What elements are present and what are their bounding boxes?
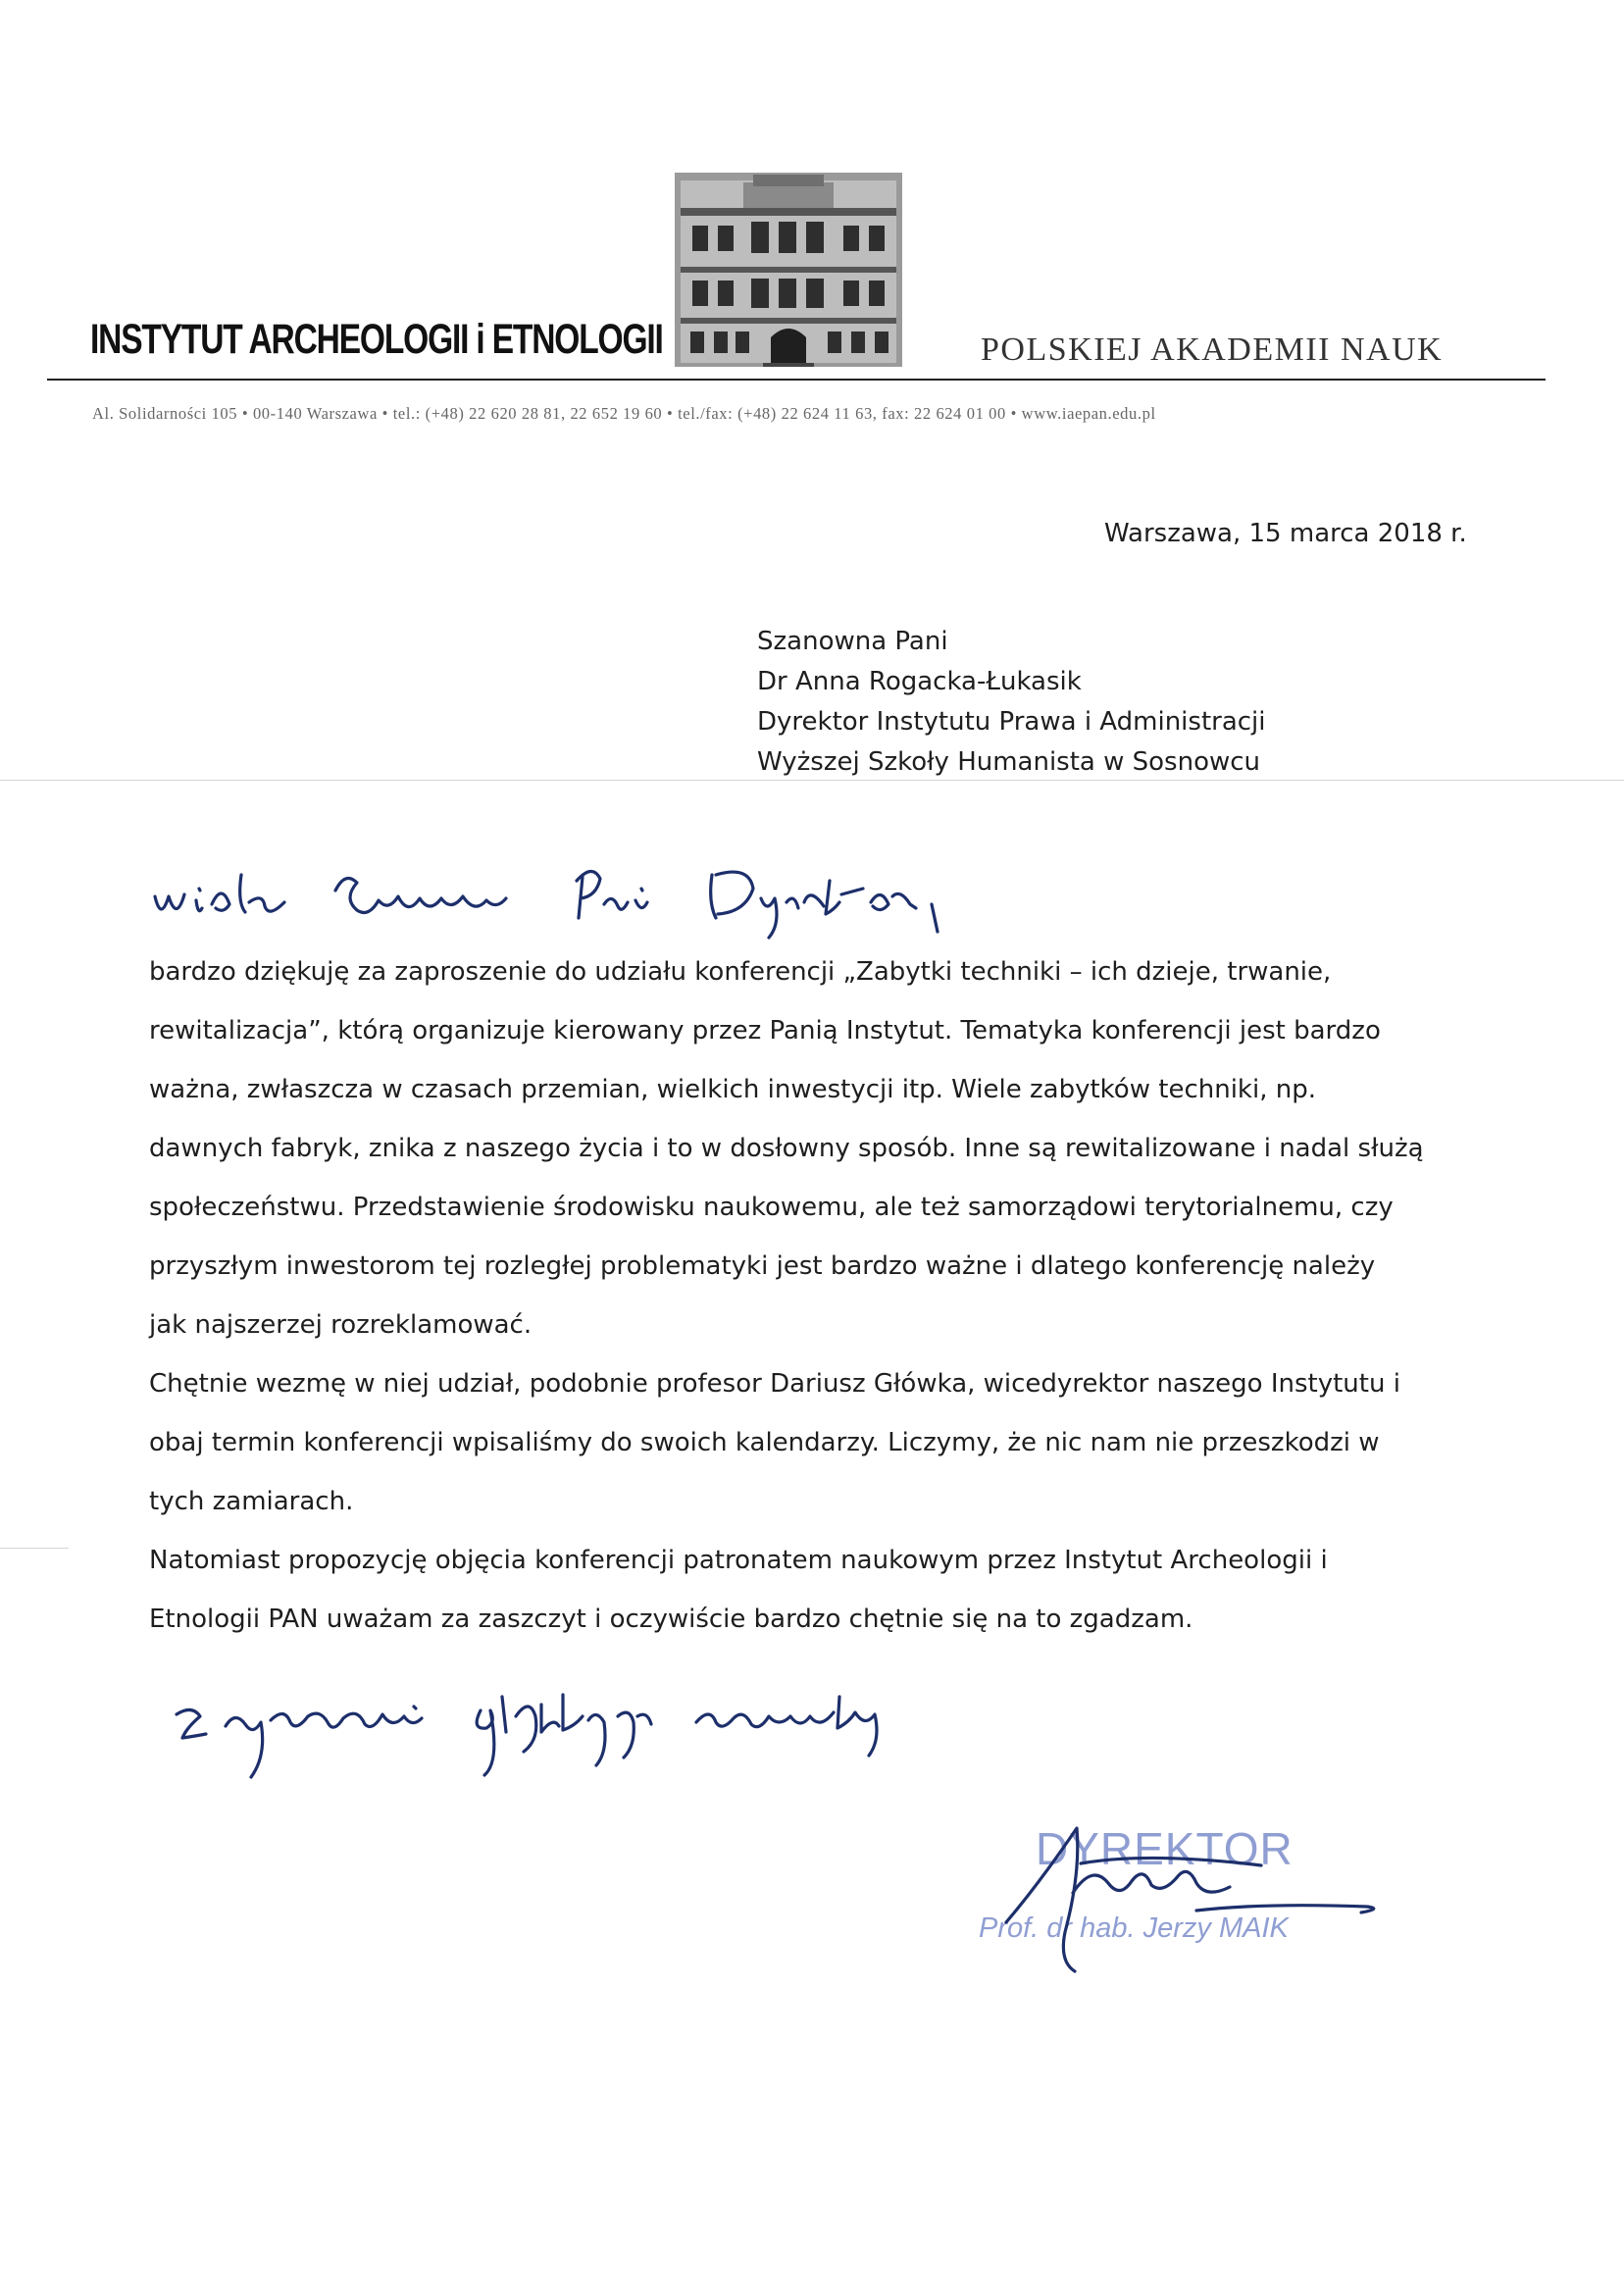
recipient-line: Dr Anna Rogacka-Łukasik (757, 667, 1082, 696)
recipient-line: Wyższej Szkoły Humanista w Sosnowcu (757, 747, 1261, 777)
institute-name: INSTYTUT ARCHEOLOGII i ETNOLOGII (90, 316, 663, 363)
body-line: społeczeństwu. Przedstawienie środowisku naukowemu, ale też samorządowi terytorialnemu, czy (149, 1193, 1394, 1222)
body-line: Etnologii PAN uważam za zaszczyt i oczywiście bardzo chętnie się na to zgadzam. (149, 1605, 1193, 1634)
stamp-name: Prof. dr hab. Jerzy MAIK (979, 1912, 1289, 1944)
institute-building-icon (675, 173, 902, 367)
body-line: obaj termin konferencji wpisaliśmy do swoich kalendarzy. Liczymy, że nic nam nie przeszkodzi w (149, 1428, 1380, 1457)
fold-line (0, 780, 1624, 781)
recipient-line: Dyrektor Instytutu Prawa i Administracji (757, 707, 1266, 737)
stamp-title: DYREKTOR (1036, 1823, 1294, 1874)
body-line: przyszłym inwestorom tej rozległej problematyki jest bardzo ważne i dlatego konferencję należy (149, 1251, 1376, 1281)
body-line: bardzo dziękuję za zaproszenie do udziału konferencji „Zabytki techniki – ich dzieje, trwanie, (149, 957, 1332, 987)
body-line: ważna, zwłaszcza w czasach przemian, wielkich inwestycji itp. Wiele zabytków techniki, np. (149, 1075, 1316, 1104)
recipient-line: Szanowna Pani (757, 627, 948, 656)
body-line: rewitalizacja”, którą organizuje kierowany przez Panią Instytut. Tematyka konferencji jest bardzo (149, 1016, 1381, 1045)
date-line: Warszawa, 15 marca 2018 r. (1104, 519, 1467, 548)
handwritten-closing (147, 1667, 1108, 1785)
body-line: Natomiast propozycję objęcia konferencji patronatem naukowym przez Instytut Archeologii i (149, 1546, 1328, 1575)
body-line: jak najszerzej rozreklamować. (149, 1310, 533, 1340)
body-line: dawnych fabryk, znika z naszego życia i to w dosłowny sposób. Inne są rewitalizowane i nadal służą (149, 1134, 1424, 1163)
body-line: Chętnie wezmę w niej udział, podobnie profesor Dariusz Główka, wicedyrektor naszego Instytutu i (149, 1369, 1400, 1399)
address-line: Al. Solidarności 105 • 00-140 Warszawa • tel.: (+48) 22 620 28 81, 22 652 19 60 • tel./fax: (+48) 22 624 11 63, fax: 22 624 01 00 • www.iaepan.edu.pl (92, 404, 1156, 423)
letterhead-divider (47, 379, 1546, 381)
signature (971, 1805, 1402, 1981)
handwritten-salutation (147, 853, 1010, 942)
fold-line (0, 1548, 69, 1549)
academy-name: POLSKIEJ AKADEMII NAUK (981, 331, 1444, 368)
body-line: tych zamiarach. (149, 1487, 354, 1516)
